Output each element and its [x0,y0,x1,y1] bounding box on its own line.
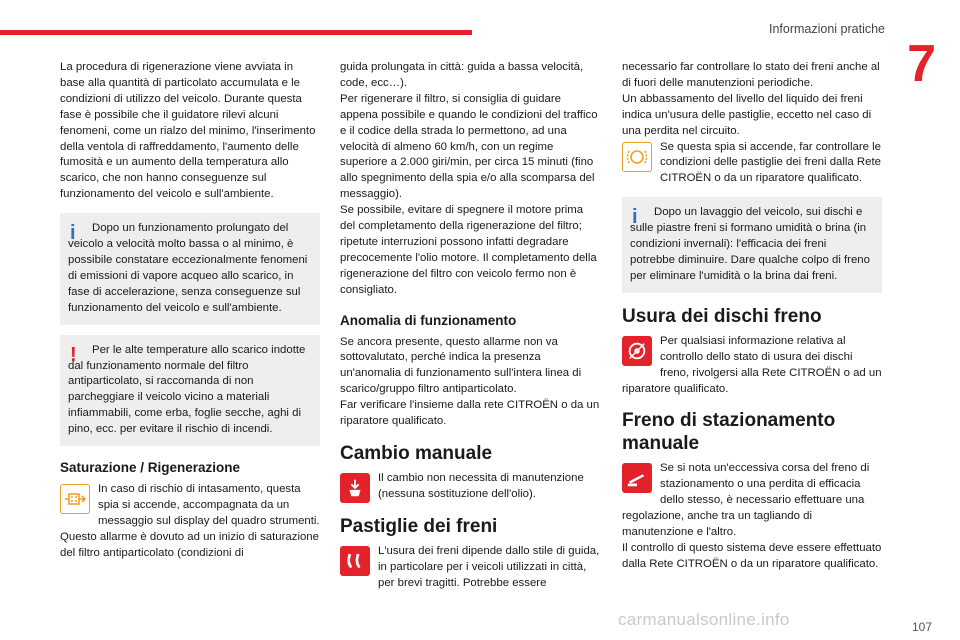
paragraph: Se questa spia si accende, far controllare le condizioni delle pastiglie dei freni dalla Rete CITROËN o da un riparatore qualificato. [660,140,881,185]
gearbox-icon [340,473,370,503]
column-3 [622,60,882,573]
paragraph: necessario far controllare lo stato dei freni anche al di fuori delle manutenzioni periodiche. [622,61,880,89]
section-heading: Saturazione / Rigenerazione [60,460,241,476]
paragraph: Se possibile, evitare di spegnere il motore prima del completamento della rigenerazione del filtro; ripetute interruzioni possono infatti degradare precocemente l'olio motore. Il completamento della rigenerazione del filtro con veicolo fermo non è consigliato. [340,204,597,296]
page-header-title: Informazioni pratiche [768,22,885,36]
icon-paragraph [60,482,320,562]
section-heading: Anomalia di funzionamento [340,312,517,328]
paragraph: Il cambio non necessita di manutenzione (nessuna sostituzione dell'olio). [378,471,584,500]
section-title: Cambio manuale [340,442,493,464]
paragraph: Un abbassamento del livello del liquido dei freni indica un'usura delle pastiglie, eccetto nel caso di una perdita nel circuito. [622,92,872,137]
paragraph: La procedura di rigenerazione viene avviata in base alla quantità di particolato accumulata e le condizioni di utilizzo del veicolo. Durante questa fase è possibile che il guidatore rilevi alcuni fenomeni, come un rialzo del minimo, l'inserimento della ventola di raffreddamento, l'aumento delle fumosità e un aumento della temperatura allo scarico, che non hanno conseguenze sul funzionamento del veicolo e sull'ambiente. [60,61,316,201]
parking-brake-icon [622,463,652,493]
section-title: Usura dei dischi freno [622,305,822,327]
particle-filter-warning-icon [60,484,90,514]
paragraph: Far verificare l'insieme dalla rete CITROËN o da un riparatore qualificato. [340,399,600,428]
warning-text: Per le alte temperature allo scarico indotte dal funzionamento normale del filtro antiparticolato, si raccomanda di non parcheggiare il veicolo vicino a materiali infiammabili, come erba, foglie secche, aghi di pino, ecc. per evitare il rischio di incendi. [68,343,306,436]
watermark: carmanualsonline.info [618,610,790,629]
icon-paragraph [622,334,882,398]
paragraph: Se si nota un'eccessiva corsa del freno di stazionamento o una perdita di efficacia dello stesso, è necessario effettuare una regolazione, anche tra un tagliando di manutenzione e l'altro. [622,462,870,539]
page-number: 107 [911,620,932,634]
brake-pad-wear-warning-icon [622,142,652,172]
section-title: Pastiglie dei freni [340,515,498,537]
info-icon: i [632,206,638,229]
paragraph: Il controllo di questo sistema deve essere effettuato dalla Rete CITROËN o da un riparatore qualificato. [622,541,882,570]
paragraph: In caso di rischio di intasamento, questa spia si accende, accompagnata da un messaggio sul display del quadro strumenti. Questo allarme è dovuto ad un inizio di saturazione del filtro antiparticolato (condizioni di [60,482,320,559]
column-2 [340,60,600,591]
paragraph: Se ancora presente, questo allarme non va sottovalutato, perché indica la presenza un'anomalia di funzionamento sull'intera linea di scarico/gruppo filtro antiparticolato. [340,335,582,396]
paragraph: guida prolungata in città: guida a bassa velocità, code, ecc…). [340,61,584,89]
brake-disc-icon [622,336,652,366]
info-box [622,197,882,293]
icon-paragraph [622,140,882,188]
paragraph: Per rigenerare il filtro, si consiglia di guidare appena possibile e quando le condizioni del traffico e il codice della strada lo permettono, ad una velocità di almeno 60 km/h, con un regime superiore a 2.000 giri/min, per circa 15 minuti (fino allo spegnimento della spia e/o alla scomparsa del messaggio). [340,92,598,201]
icon-paragraph [340,471,600,503]
icon-paragraph [340,544,600,592]
column-1 [60,60,320,561]
warning-box [60,335,320,446]
paragraph: L'usura dei freni dipende dallo stile di guida, in particolare per i veicoli utilizzati in città, per brevi tragitti. Potrebbe essere [378,544,600,589]
warning-icon: ! [70,343,77,366]
info-text: Dopo un funzionamento prolungato del veicolo a velocità molto bassa o al minimo, è possibile constatare eccezionalmente fenomeni di emissioni di vapore acqueo allo scarico, in fase di accelerazione, senza conseguenze sul funzionamento del veicolo e sull'ambiente. [68,222,308,314]
section-title: Freno di stazionamento manuale [622,410,836,455]
info-text: Dopo un lavaggio del veicolo, sui dischi e sulle piastre freni si formano umidità o brina (in condizioni invernali): l'efficacia dei freni potrebbe diminuire. Dare qualche colpo di freno per eliminare l'umidità o la brina dai freni. [630,206,870,282]
brake-pads-icon [340,546,370,576]
chapter-number: 7 [907,35,936,93]
info-box [60,213,320,324]
chapter-accent-bar [0,30,472,35]
info-icon: i [70,222,76,245]
paragraph: Per qualsiasi informazione relativa al controllo dello stato di usura dei dischi freno, rivolgersi alla Rete CITROËN o ad un riparatore qualificato. [622,334,882,395]
icon-paragraph [622,461,882,541]
